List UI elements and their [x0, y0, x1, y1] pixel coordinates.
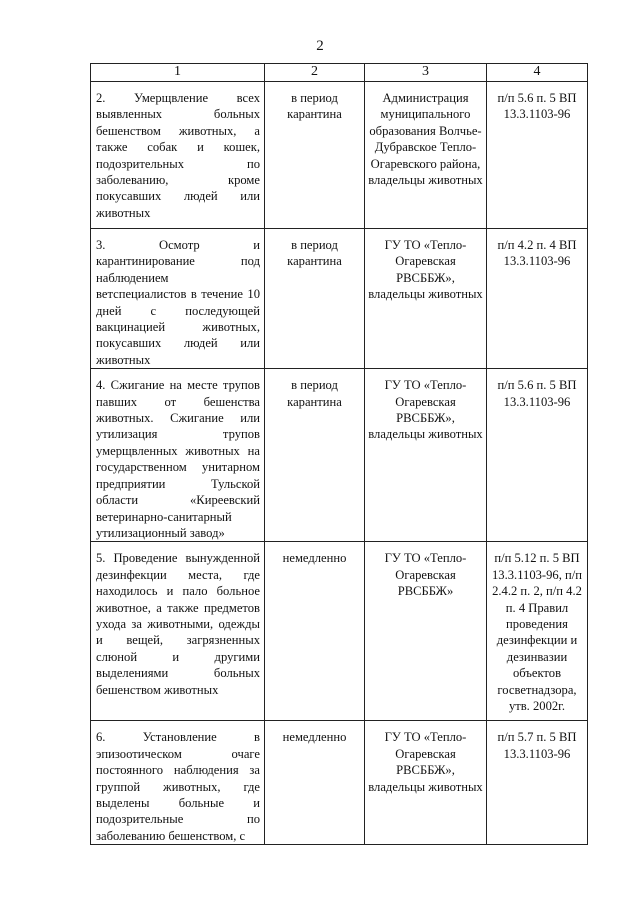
basis-cell: п/п 4.2 п. 4 ВП 13.3.1103-96 — [487, 229, 588, 369]
table-header-row — [91, 64, 588, 82]
responsible-cell: ГУ ТО «Тепло-Огаревская РВСББЖ», владельцы животных — [365, 229, 487, 369]
responsible-cell: ГУ ТО «Тепло-Огаревская РВСББЖ», владельцы животных — [365, 369, 487, 542]
measure-cell: 3. Осмотр и карантинирование под наблюдением ветспециалистов в течение 10 дней с последующей вакцинацией животных, покусавших людей или животных — [91, 229, 265, 369]
column-header-4: 4 — [487, 64, 588, 82]
table-row — [91, 721, 588, 845]
responsible-cell: ГУ ТО «Тепло-Огаревская РВСББЖ», владельцы животных — [365, 721, 487, 845]
table-row — [91, 82, 588, 229]
column-header-1: 1 — [91, 64, 265, 82]
term-cell: немедленно — [265, 721, 365, 845]
basis-cell: п/п 5.6 п. 5 ВП 13.3.1103-96 — [487, 82, 588, 229]
responsible-cell: Администрация муниципального образования Волчье-Дубравское Тепло-Огаревского района, владельцы животных — [365, 82, 487, 229]
measure-cell: 2. Умерщвление всех выявленных больных бешенством животных, а также собак и кошек, подозрительных по заболеванию, кроме покусавших людей или животных — [91, 82, 265, 229]
basis-cell: п/п 5.12 п. 5 ВП 13.3.1103-96, п/п 2.4.2 п. 2, п/п 4.2 п. 4 Правил проведения дезинфекции и дезинвазии объектов госветнадзора, утв. 2002г. — [487, 542, 588, 721]
term-cell: в период карантина — [265, 229, 365, 369]
measure-cell: 6. Установление в эпизоотическом очаге постоянного наблюдения за группой животных, где выделены больные и подозрительные по заболеванию бешенством, с — [91, 721, 265, 845]
basis-cell: п/п 5.6 п. 5 ВП 13.3.1103-96 — [487, 369, 588, 542]
basis-cell: п/п 5.7 п. 5 ВП 13.3.1103-96 — [487, 721, 588, 845]
measure-cell: 4. Сжигание на месте трупов павших от бешенства животных. Сжигание или утилизация трупов умерщвленных животных на государственном унитарном предприятии Тульской области «Киреевский ветеринарно-санитарный утилизационный завод» — [91, 369, 265, 542]
table-row — [91, 542, 588, 721]
term-cell: в период карантина — [265, 369, 365, 542]
measures-table — [90, 63, 588, 845]
column-header-3: 3 — [365, 64, 487, 82]
term-cell: в период карантина — [265, 82, 365, 229]
page-number: 2 — [316, 38, 324, 54]
responsible-cell: ГУ ТО «Тепло-Огаревская РВСББЖ» — [365, 542, 487, 721]
table-row — [91, 229, 588, 369]
column-header-2: 2 — [265, 64, 365, 82]
measure-cell: 5. Проведение вынужденной дезинфекции места, где находилось и пало больное животное, а также предметов ухода за животными, одежды и вещей, загрязненных слюной и другими выделениями больных бешенством животных — [91, 542, 265, 721]
table-row — [91, 369, 588, 542]
term-cell: немедленно — [265, 542, 365, 721]
